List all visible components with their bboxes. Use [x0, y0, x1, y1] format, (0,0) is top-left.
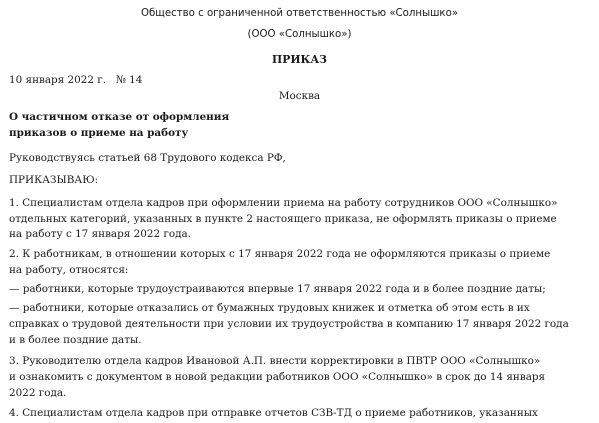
subject-line-2: приказов о приеме на работу — [9, 127, 189, 139]
paragraph-1-line-1: 1. Специалистам отдела кадров при оформлении приема на работу сотрудников ООО «Солнышко» — [9, 197, 558, 209]
paragraph-4-line-1: 4. Специалистам отдела кадров при отправке отчетов СЗВ-ТД о приеме работников, указанных — [9, 407, 538, 419]
document-city: Москва — [278, 90, 321, 102]
paragraph-3-line-2: и ознакомить с документом в новой редакции работников ООО «Солнышко» в срок до 14 января — [9, 371, 546, 383]
paragraph-2-line-1: 2. К работникам, в отношении которых с 17 января 2022 года не оформляются приказы о приеме — [9, 248, 551, 260]
paragraph-2-line-2: на работу, относятся: — [9, 264, 129, 276]
document-title: ПРИКАЗ — [272, 53, 327, 66]
paragraph-1-line-2: отдельных категорий, указанных в пункте 2 настоящего приказа, не оформлять приказы о приеме — [9, 213, 557, 225]
org-short-name: (ООО «Солнышко») — [247, 29, 352, 40]
paragraph-2-line-5: справках о трудовой деятельности при условии их трудоустройства в компанию 17 января 2022 года — [9, 318, 569, 330]
document-number: № 14 — [116, 74, 143, 86]
paragraph-2-line-3: — работники, которые трудоустраиваются впервые 17 января 2022 года и в более поздние даты; — [9, 283, 546, 295]
paragraph-2-line-6: и в более поздние даты. — [9, 334, 142, 346]
paragraph-1-line-3: на работу с 17 января 2022 года. — [9, 228, 191, 240]
subject-line-1: О частичном отказе от оформления — [9, 111, 230, 123]
paragraph-3-line-3: 2022 года. — [9, 387, 67, 399]
document-date: 10 января 2022 г. — [9, 74, 107, 86]
paragraph-2-line-4: — работники, которые отказались от бумажных трудовых книжек и отметка об этом есть в их — [9, 302, 530, 314]
order-word: ПРИКАЗЫВАЮ: — [9, 174, 99, 186]
paragraph-3-line-1: 3. Руководителю отдела кадров Ивановой А.П. внести корректировки в ПВТР ООО «Солнышко» — [9, 355, 541, 367]
basis-text: Руководствуясь статьей 68 Трудового кодекса РФ, — [9, 152, 286, 164]
org-name: Общество с ограниченной ответственностью «Солнышко» — [140, 8, 459, 19]
